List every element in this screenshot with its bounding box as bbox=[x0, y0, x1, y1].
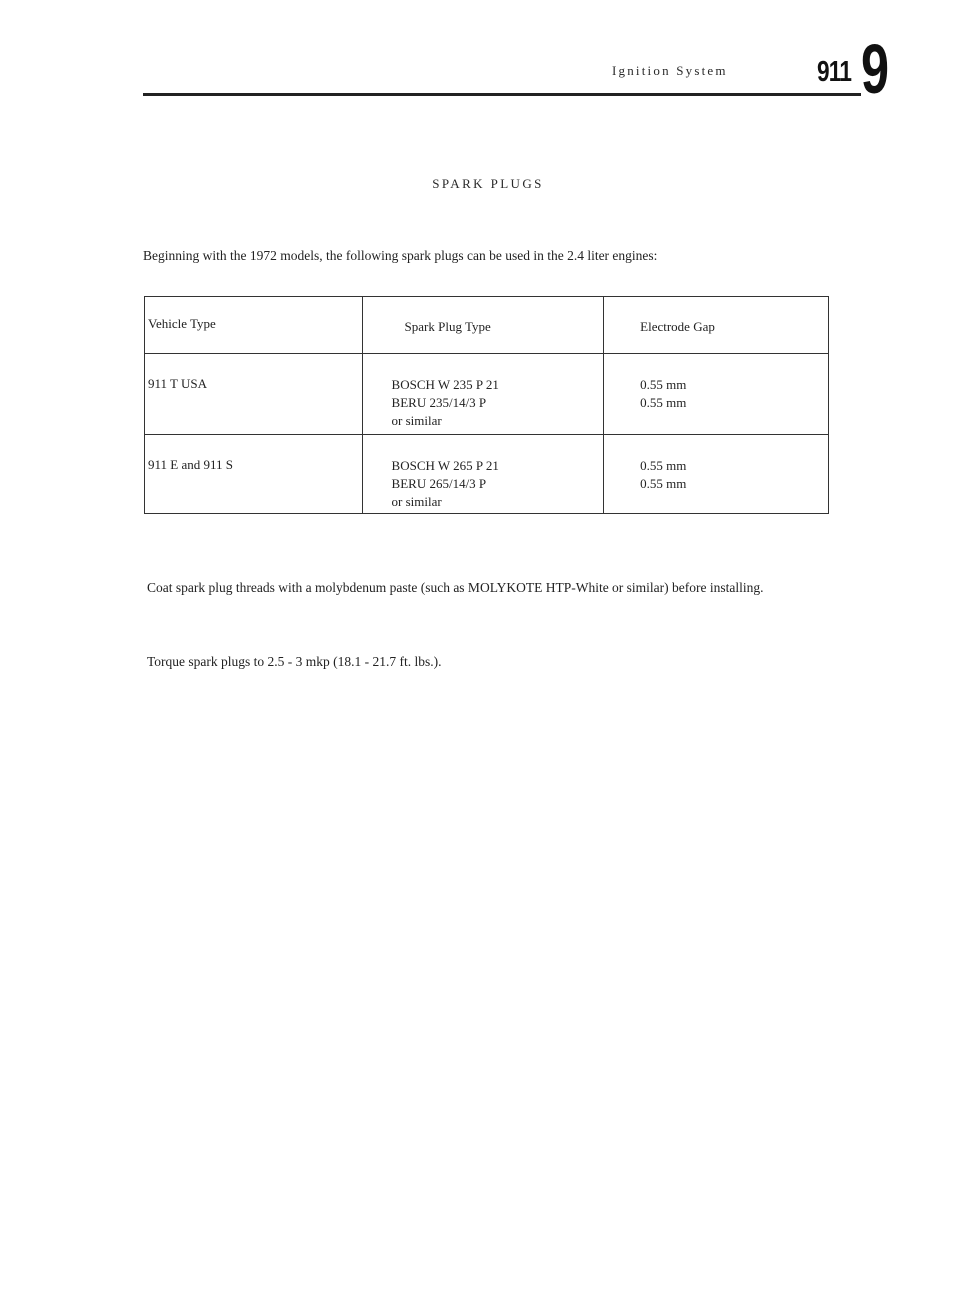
vehicle-cell bbox=[145, 354, 363, 435]
column-header: Electrode Gap bbox=[640, 319, 715, 334]
plug-type: BERU 235/14/3 P bbox=[391, 395, 487, 410]
header-cell-plug bbox=[362, 297, 604, 354]
paste-instruction: Coat spark plug threads with a molybdenum paste (such as MOLYKOTE HTP-White or similar) before installing. bbox=[147, 580, 764, 595]
electrode-gap: 0.55 mm bbox=[640, 395, 687, 410]
plug-type: BOSCH W 265 P 21 bbox=[391, 458, 499, 473]
section-title: Ignition System bbox=[612, 63, 728, 78]
gap-cell bbox=[604, 435, 829, 514]
header-cell-gap bbox=[604, 297, 829, 354]
electrode-gap: 0.55 mm bbox=[640, 458, 687, 473]
vehicle-type: 911 T USA bbox=[148, 376, 207, 391]
table-row bbox=[145, 354, 829, 435]
table-row bbox=[145, 435, 829, 514]
chapter-number: 9 bbox=[861, 30, 890, 108]
plug-type: or similar bbox=[391, 494, 442, 509]
gap-cell bbox=[604, 354, 829, 435]
vehicle-cell bbox=[145, 435, 363, 514]
column-header: Spark Plug Type bbox=[404, 319, 491, 334]
torque-instruction: Torque spark plugs to 2.5 - 3 mkp (18.1 - 21.7 ft. lbs.). bbox=[147, 654, 442, 669]
vehicle-type: 911 E and 911 S bbox=[148, 457, 233, 472]
spark-plug-table bbox=[144, 296, 829, 514]
model-number: 911 bbox=[817, 56, 852, 88]
plug-type: BERU 265/14/3 P bbox=[391, 476, 487, 491]
table-header-row bbox=[145, 297, 829, 354]
column-header: Vehicle Type bbox=[148, 316, 216, 331]
plug-type: BOSCH W 235 P 21 bbox=[391, 377, 499, 392]
electrode-gap: 0.55 mm bbox=[640, 476, 687, 491]
header-rule bbox=[143, 93, 861, 96]
page-title: SPARK PLUGS bbox=[432, 176, 544, 191]
plug-cell bbox=[362, 435, 604, 514]
intro-text: Beginning with the 1972 models, the following spark plugs can be used in the 2.4 liter engines: bbox=[143, 248, 658, 263]
electrode-gap: 0.55 mm bbox=[640, 377, 687, 392]
plug-type: or similar bbox=[391, 413, 442, 428]
header-cell-vehicle bbox=[145, 297, 363, 354]
plug-cell bbox=[362, 354, 604, 435]
